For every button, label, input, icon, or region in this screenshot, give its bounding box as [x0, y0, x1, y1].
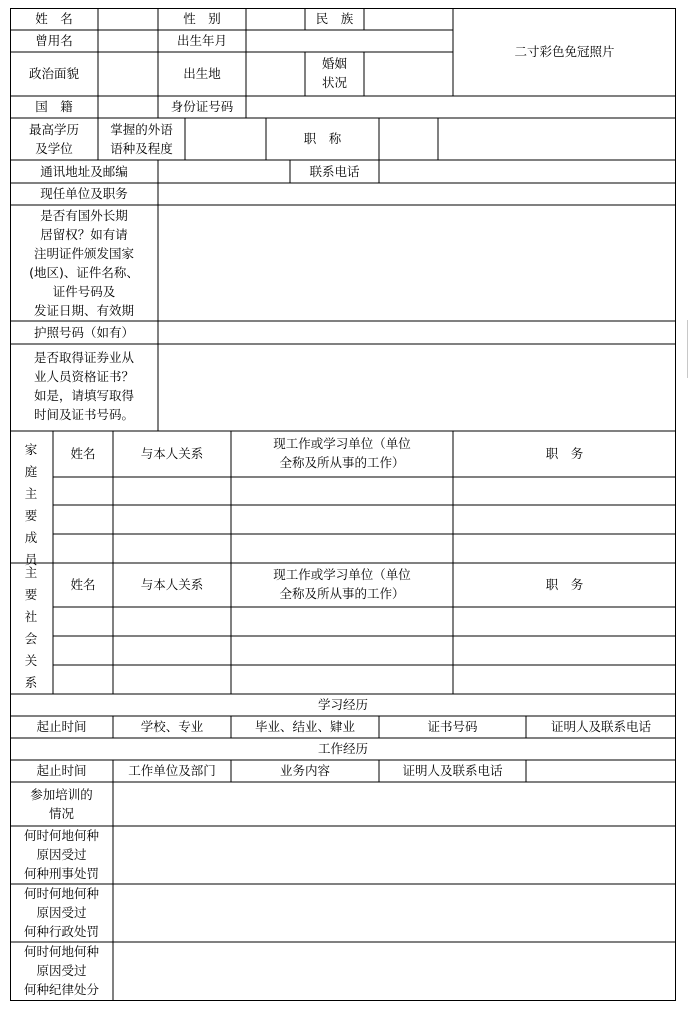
education-extra-field[interactable]: [439, 119, 675, 159]
study-header-school: 学校、专业: [140, 719, 204, 734]
social-header-position: 职 务: [545, 577, 584, 592]
social-row[interactable]: [54, 666, 675, 693]
former-name-label: 曾用名: [35, 33, 73, 48]
nationality-label: 国 籍: [35, 99, 73, 114]
name-label: 姓 名: [35, 11, 73, 26]
study-header-completion: 毕业、结业、肄业: [254, 719, 355, 734]
page-edge-mark: [687, 320, 688, 378]
title-field[interactable]: [380, 119, 437, 159]
work-history-title: 工作经历: [317, 741, 368, 756]
languages-label: 掌握的外语 语种及程度: [110, 122, 173, 156]
social-header-relation: 与本人关系: [140, 577, 204, 592]
marital-status-label: 婚姻 状况: [321, 56, 347, 90]
family-header-workplace: 现工作或学习单位（单位 全称及所从事的工作）: [273, 436, 411, 470]
ethnicity-field[interactable]: [365, 9, 452, 29]
administrative-penalty-field[interactable]: [114, 885, 675, 941]
criminal-penalty-field[interactable]: [114, 827, 675, 883]
study-header-reference: 证明人及联系电话: [550, 719, 651, 734]
family-row[interactable]: [54, 506, 675, 533]
work-header-employer: 工作单位及部门: [128, 763, 216, 778]
work-header-period: 起止时间: [36, 763, 87, 778]
securities-cert-field[interactable]: [159, 345, 675, 430]
education-label: 最高学历 及学位: [28, 122, 79, 156]
study-history-title: 学习经历: [317, 697, 368, 712]
registration-form: [10, 8, 676, 1001]
training-label: 参加培训的 情况: [30, 787, 93, 821]
family-row[interactable]: [54, 535, 675, 562]
administrative-penalty-label: 何时何地何种 原因受过 何种行政处罚: [23, 886, 99, 939]
current-job-field[interactable]: [159, 184, 675, 204]
family-header-name: 姓名: [70, 446, 96, 461]
social-row[interactable]: [54, 637, 675, 664]
family-header-relation: 与本人关系: [140, 446, 204, 461]
birthplace-field[interactable]: [247, 53, 304, 95]
disciplinary-action-label: 何时何地何种 原因受过 何种纪律处分: [23, 944, 99, 997]
passport-field[interactable]: [159, 322, 675, 343]
criminal-penalty-label: 何时何地何种 原因受过 何种刑事处罚: [23, 828, 99, 881]
id-number-label: 身份证号码: [170, 99, 234, 114]
birth-date-label: 出生年月: [176, 33, 227, 48]
work-header-reference: 证明人及联系电话: [402, 763, 503, 778]
social-row[interactable]: [54, 608, 675, 635]
name-field[interactable]: [99, 9, 157, 29]
phone-label: 联系电话: [309, 164, 360, 179]
ethnicity-label: 民 族: [315, 11, 354, 26]
political-status-label: 政治面貌: [28, 66, 79, 81]
birth-date-field[interactable]: [247, 31, 452, 51]
title-label: 职 称: [303, 131, 342, 146]
family-row[interactable]: [54, 478, 675, 504]
marital-status-field[interactable]: [365, 53, 452, 95]
languages-field[interactable]: [186, 119, 265, 159]
address-label: 通讯地址及邮编: [40, 164, 128, 179]
residency-field[interactable]: [159, 206, 675, 320]
address-field[interactable]: [159, 161, 289, 182]
photo-placeholder: 二寸彩色免冠照片: [514, 44, 615, 59]
securities-cert-label: 是否取得证券业从 业人员资格证书？ 如是，请填写取得 时间及证书号码。: [33, 350, 134, 422]
gender-label: 性 别: [183, 11, 221, 26]
family-section-label: 家庭主要成员: [24, 442, 38, 567]
passport-label: 护照号码（如有）: [33, 325, 134, 340]
current-job-label: 现任单位及职务: [40, 186, 128, 201]
phone-field[interactable]: [380, 161, 675, 182]
social-header-workplace: 现工作或学习单位（单位 全称及所从事的工作）: [273, 567, 411, 601]
social-header-name: 姓名: [70, 577, 96, 592]
gender-field[interactable]: [247, 9, 304, 29]
former-name-field[interactable]: [99, 31, 157, 51]
birthplace-label: 出生地: [183, 66, 221, 81]
work-header-duties: 业务内容: [279, 763, 330, 778]
disciplinary-action-field[interactable]: [114, 943, 675, 1000]
social-section-label: 主要社会关系: [24, 565, 38, 690]
id-number-field[interactable]: [247, 97, 675, 117]
training-field[interactable]: [114, 783, 675, 825]
family-header-position: 职 务: [545, 446, 584, 461]
nationality-field[interactable]: [99, 97, 157, 117]
political-status-field[interactable]: [99, 53, 157, 95]
residency-label: 是否有国外长期 居留权？如有请 注明证件颁发国家 (地区)、证件名称、 证件号码及 发证日期、有效期: [29, 208, 139, 318]
study-header-certificate: 证书号码: [427, 719, 478, 734]
study-header-period: 起止时间: [36, 719, 87, 734]
